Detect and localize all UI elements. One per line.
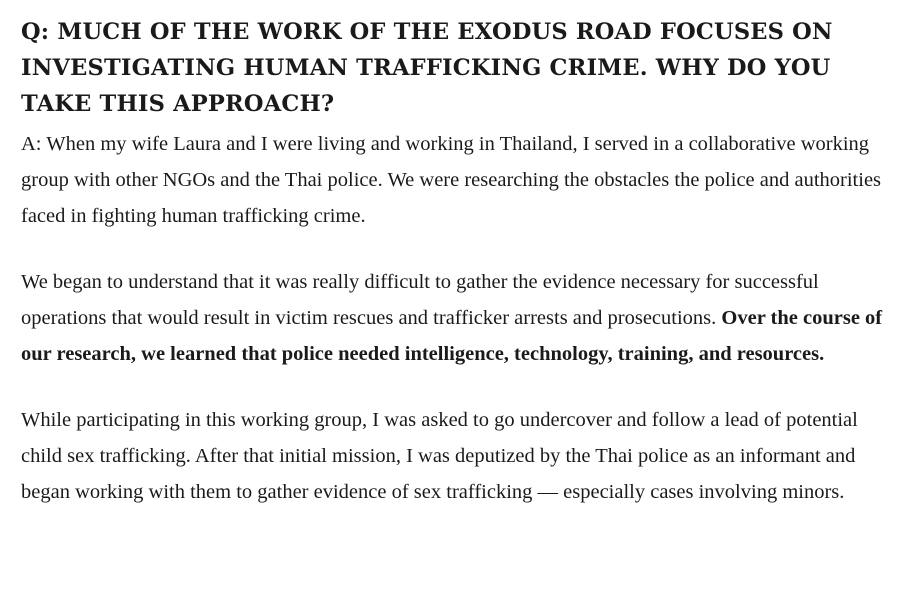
bold-emphasis: Over the course of our research, we learned that police needed intelligence, technology, training, and resources. [21,307,883,365]
answer-paragraph-2 [21,264,883,372]
paragraph-text: A: When my wife Laura and I were living and working in Thailand, I served in a collaborative working group with other NGOs and the Thai police. We were researching the obstacles the police and authorities faced in fighting human trafficking crime. [21,133,882,227]
article-body [21,14,883,510]
answer-paragraph-1 [21,126,883,234]
paragraph-text: While participating in this working group, I was asked to go undercover and follow a lead of potential child sex trafficking. After that initial mission, I was deputized by the Thai police as an informant and began working with them to gather evidence of sex trafficking — especially cases involving minors. [21,409,858,503]
question-heading: Q: MUCH OF THE WORK OF THE EXODUS ROAD FOCUSES ON INVESTIGATING HUMAN TRAFFICKING CRIME. WHY DO YOU TAKE THIS APPROACH? [21,19,833,117]
paragraph-text: We began to understand that it was really difficult to gather the evidence necessary for successful operations that would result in victim rescues and trafficker arrests and prosecutions. [21,271,819,329]
answer-paragraph-3 [21,402,883,510]
